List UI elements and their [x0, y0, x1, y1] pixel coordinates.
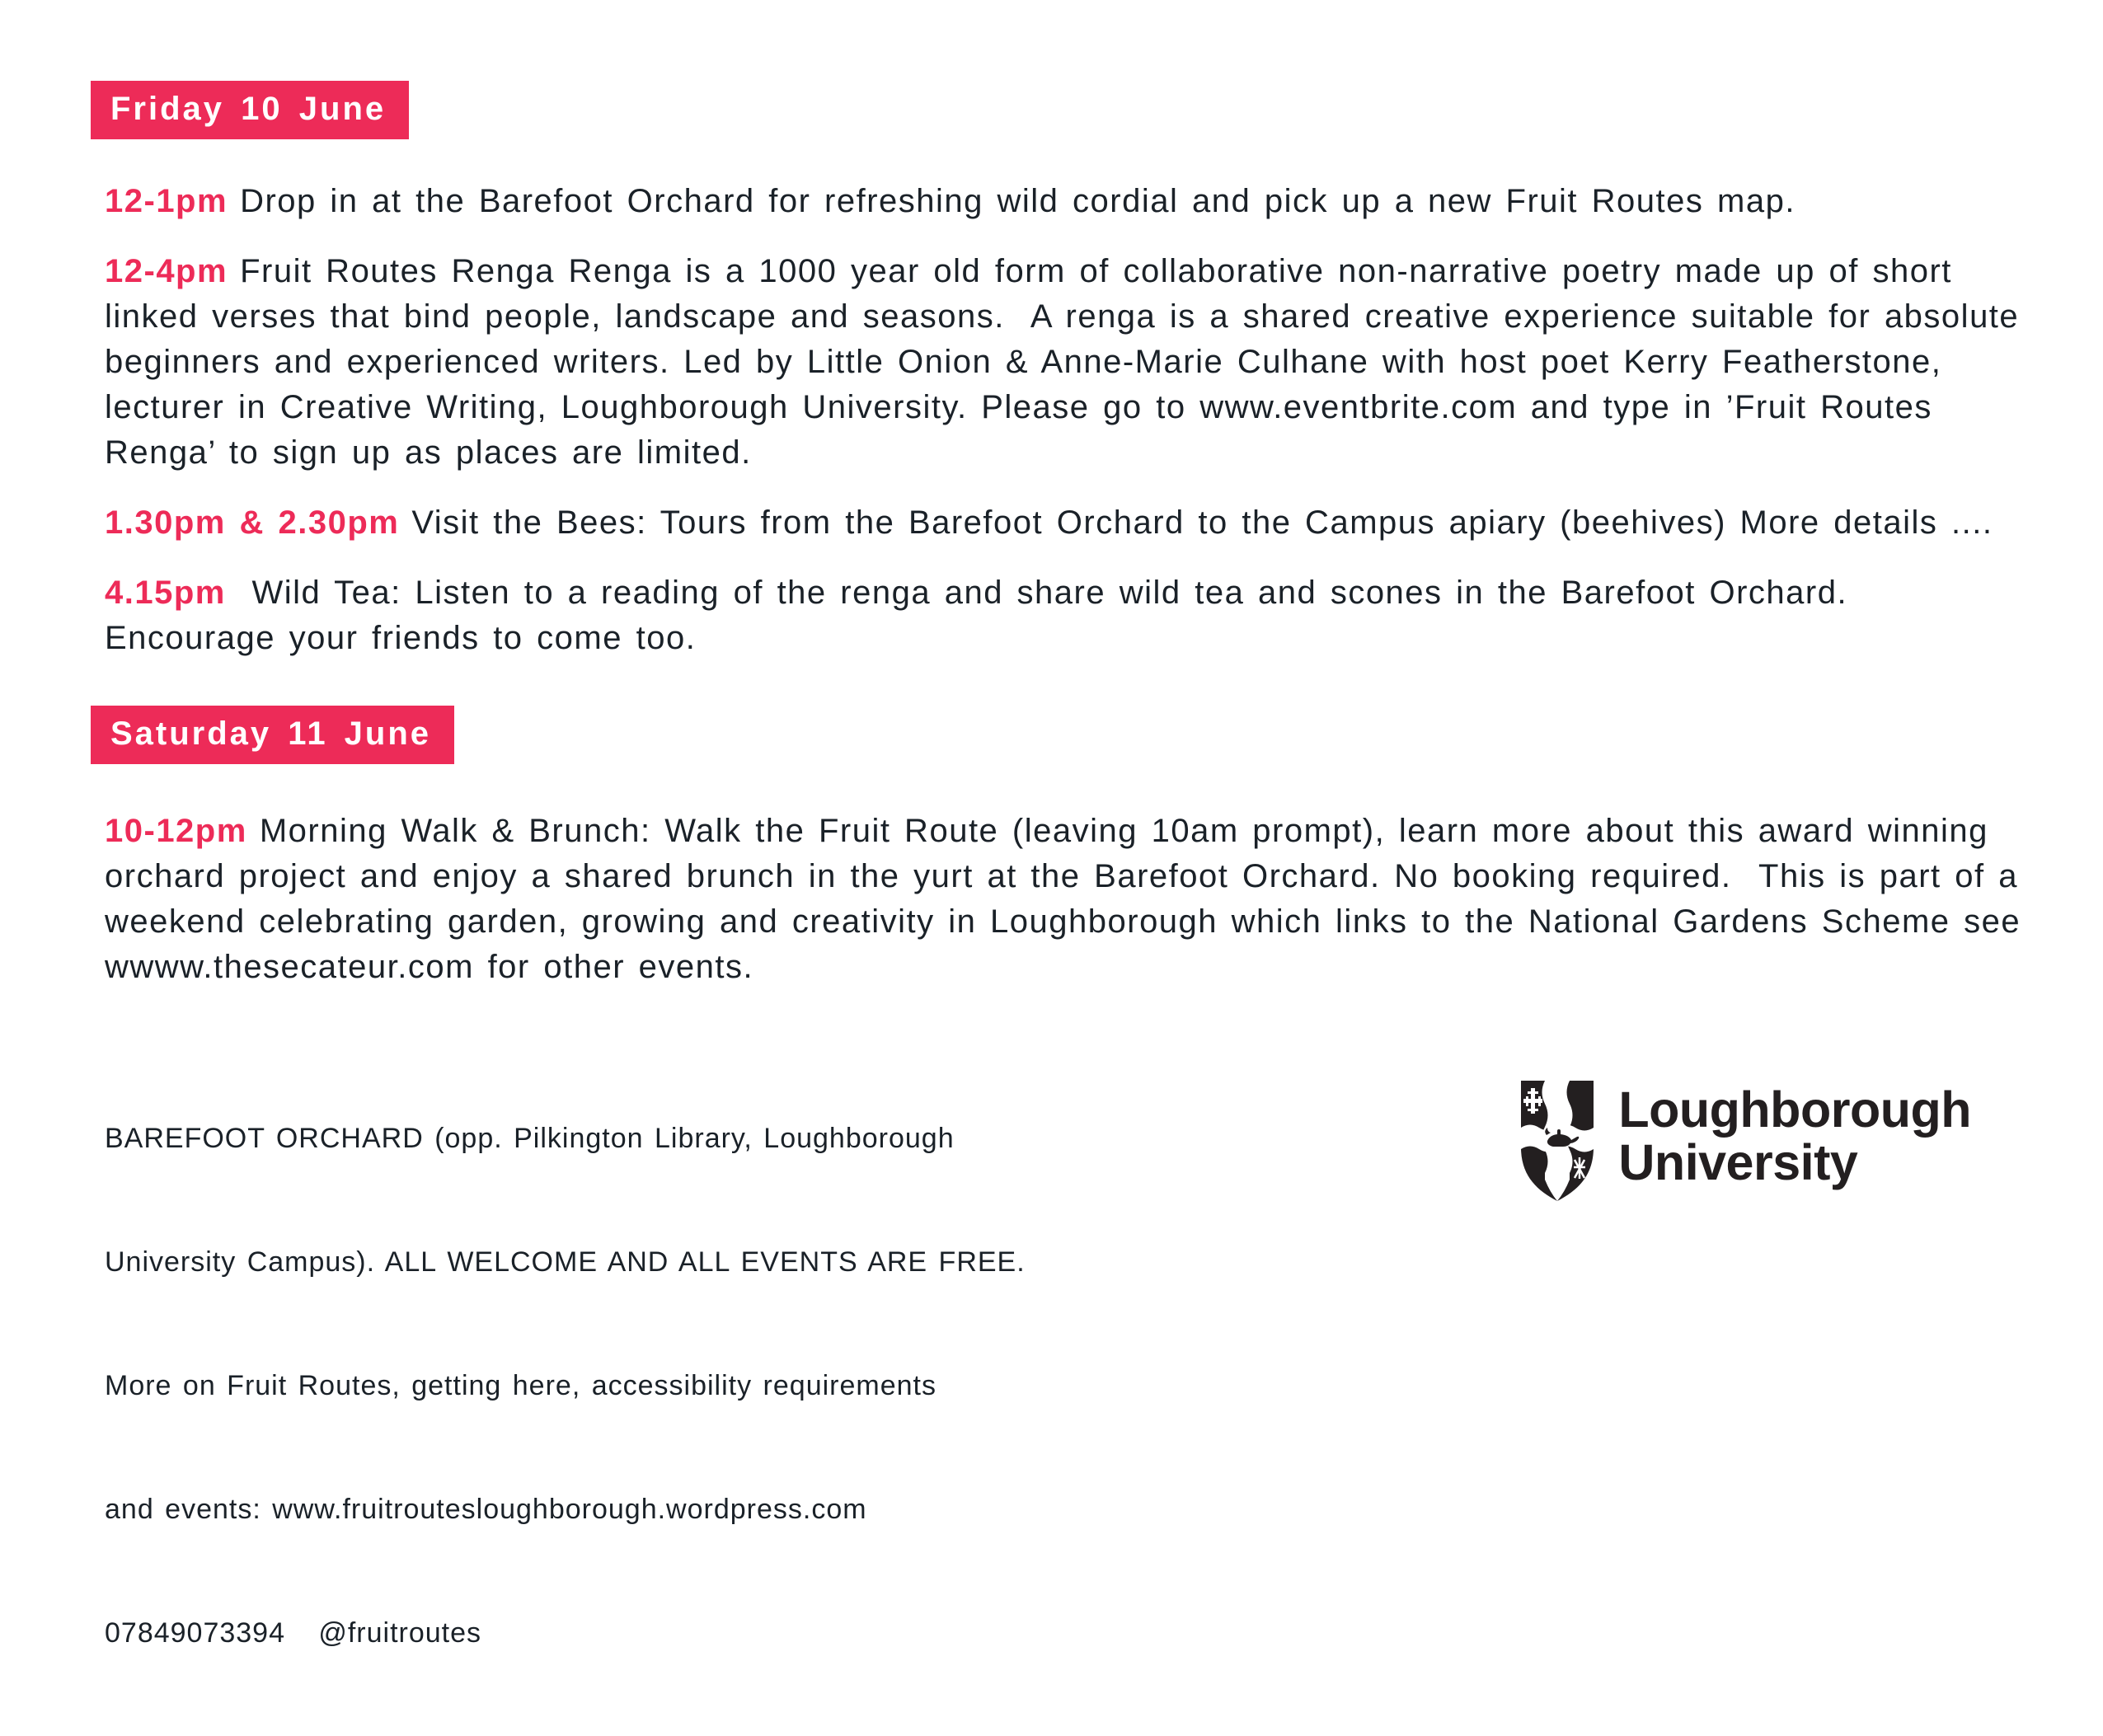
logo-wordmark-line2: University: [1618, 1134, 1858, 1190]
event-time: 12-4pm: [105, 253, 228, 289]
event-time: 4.15pm: [105, 575, 226, 611]
event-text: Fruit Routes Renga Renga is a 1000 year old form of collaborative non-narrative poetry made up of short linked verses that bind people, landscape and seasons. A renga is a shared creative experience suitable for absolute beginners and experienced writers. Led by Little Onion & Anne-Marie Culhane with host poet Kerry Featherstone, lecturer in Creative Writing, Loughborough University. Please go to www.eventbrite.com and type in ’Fruit Routes Renga’ to sign up as places are limited.: [105, 253, 2033, 471]
event-friday-2: [105, 249, 2033, 476]
footer-line: and events: www.fruitroutesloughborough.wordpress.com: [105, 1494, 867, 1525]
footer-line: University Campus). ALL WELCOME AND ALL EVENTS ARE FREE.: [105, 1246, 1026, 1278]
loughborough-shield-icon: [1518, 1078, 1597, 1203]
footer: [105, 1035, 2030, 1736]
footer-line: 07849073394 @fruitroutes: [105, 1617, 482, 1649]
event-time: 10-12pm: [105, 813, 247, 849]
event-saturday-1: [105, 809, 2035, 990]
event-time: 1.30pm & 2.30pm: [105, 504, 400, 541]
logo-wordmark-line1: Loughborough: [1618, 1081, 1971, 1138]
banner-saturday: Saturday 11 June: [91, 706, 454, 764]
footer-contact-block: [105, 1035, 1026, 1736]
event-friday-1: [105, 179, 2030, 224]
footer-line: More on Fruit Routes, getting here, accessibility requirements: [105, 1370, 936, 1401]
logo-wordmark: [1618, 1083, 1971, 1189]
event-text: Morning Walk & Brunch: Walk the Fruit Route (leaving 10am prompt), learn more about this award winning orchard project and enjoy a shared brunch in the yurt at the Barefoot Orchard. No booking required. This is part of a weekend celebrating garden, growing and creativity in Loughborough which links to the National Gardens Scheme see wwww.thesecateur.com for other events.: [105, 813, 2035, 985]
event-text: Visit the Bees: Tours from the Barefoot Orchard to the Campus apiary (beehives) More details ....: [411, 504, 1993, 541]
event-friday-4: [105, 570, 2030, 661]
event-text: Drop in at the Barefoot Orchard for refreshing wild cordial and pick up a new Fruit Routes map.: [240, 183, 1796, 219]
event-time: 12-1pm: [105, 183, 228, 219]
footer-line: BAREFOOT ORCHARD (opp. Pilkington Library, Loughborough: [105, 1123, 955, 1154]
loughborough-university-logo: [1518, 1078, 1971, 1203]
event-text: Wild Tea: Listen to a reading of the renga and share wild tea and scones in the Barefoot Orchard. Encourage your friends to come too.: [105, 575, 1861, 656]
wheat-sheaf-icon: [1574, 1157, 1585, 1179]
event-friday-3: [105, 500, 2030, 546]
banner-friday: Friday 10 June: [91, 81, 409, 139]
